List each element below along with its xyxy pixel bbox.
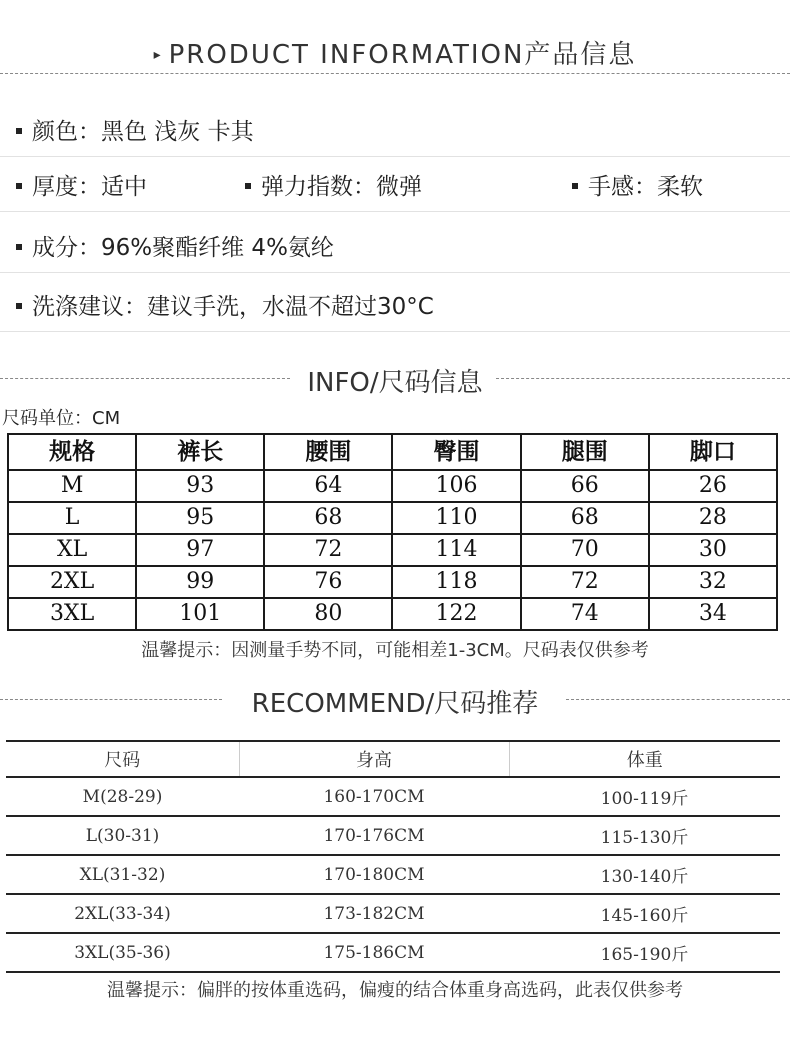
table-cell: 145-160斤 bbox=[509, 894, 780, 933]
table-cell: 173-182CM bbox=[239, 894, 509, 933]
table-row bbox=[8, 566, 777, 598]
table-cell: 74 bbox=[521, 598, 649, 630]
table-cell: 3XL bbox=[8, 598, 136, 630]
table-cell: 2XL bbox=[8, 566, 136, 598]
elasticity-text: 弹力指数：微弹 bbox=[261, 174, 422, 200]
elasticity-info bbox=[245, 168, 422, 201]
size-table bbox=[7, 433, 778, 631]
thickness-info bbox=[16, 168, 147, 201]
table-cell: 100-119斤 bbox=[509, 777, 780, 816]
table-cell: 64 bbox=[264, 470, 392, 502]
column-header: 脚口 bbox=[649, 434, 777, 470]
table-cell: 175-186CM bbox=[239, 933, 509, 972]
washing-info bbox=[16, 288, 434, 321]
column-header: 尺码 bbox=[6, 741, 239, 777]
table-cell: 122 bbox=[392, 598, 520, 630]
size-tip: 温馨提示：因测量手势不同，可能相差1-3CM。尺码表仅供参考 bbox=[141, 640, 649, 661]
table-cell: 106 bbox=[392, 470, 520, 502]
table-cell: 80 bbox=[264, 598, 392, 630]
column-header: 身高 bbox=[239, 741, 509, 777]
table-row bbox=[8, 502, 777, 534]
page-title-text: PRODUCT INFORMATION产品信息 bbox=[168, 40, 637, 70]
table-cell: 170-176CM bbox=[239, 816, 509, 855]
bullet-icon bbox=[16, 183, 22, 189]
table-row bbox=[8, 534, 777, 566]
table-cell: 76 bbox=[264, 566, 392, 598]
table-cell: 160-170CM bbox=[239, 777, 509, 816]
table-row bbox=[8, 598, 777, 630]
composition-info bbox=[16, 229, 334, 262]
table-cell: 118 bbox=[392, 566, 520, 598]
column-header: 腰围 bbox=[264, 434, 392, 470]
table-row bbox=[6, 777, 780, 816]
table-cell: 66 bbox=[521, 470, 649, 502]
table-row bbox=[8, 470, 777, 502]
column-header: 臀围 bbox=[392, 434, 520, 470]
recommend-table-header bbox=[6, 741, 780, 777]
table-cell: 72 bbox=[521, 566, 649, 598]
table-cell: 26 bbox=[649, 470, 777, 502]
section-divider bbox=[496, 378, 790, 379]
bullet-icon bbox=[16, 244, 22, 250]
page-title bbox=[0, 34, 790, 71]
table-cell: L(30-31) bbox=[6, 816, 239, 855]
recommend-tip: 温馨提示：偏胖的按体重选码，偏瘦的结合体重身高选码，此表仅供参考 bbox=[107, 980, 683, 1001]
recommend-section-title: RECOMMEND/尺码推荐 bbox=[251, 689, 539, 719]
size-unit-label: 尺码单位：CM bbox=[2, 408, 121, 429]
table-cell: 3XL(35-36) bbox=[6, 933, 239, 972]
table-row bbox=[6, 894, 780, 933]
section-divider bbox=[566, 699, 790, 700]
table-cell: 93 bbox=[136, 470, 264, 502]
size-table-header bbox=[8, 434, 777, 470]
table-cell: M bbox=[8, 470, 136, 502]
info-row-attributes bbox=[0, 153, 790, 212]
bullet-icon bbox=[572, 183, 578, 189]
table-cell: M(28-29) bbox=[6, 777, 239, 816]
feel-info bbox=[572, 168, 703, 201]
bullet-icon bbox=[16, 303, 22, 309]
table-cell: XL(31-32) bbox=[6, 855, 239, 894]
table-cell: 68 bbox=[264, 502, 392, 534]
table-cell: 165-190斤 bbox=[509, 933, 780, 972]
table-cell: 95 bbox=[136, 502, 264, 534]
column-header: 体重 bbox=[509, 741, 780, 777]
table-cell: 97 bbox=[136, 534, 264, 566]
table-row bbox=[6, 816, 780, 855]
bullet-icon bbox=[16, 128, 22, 134]
table-cell: XL bbox=[8, 534, 136, 566]
table-cell: 32 bbox=[649, 566, 777, 598]
table-cell: 99 bbox=[136, 566, 264, 598]
header-divider bbox=[0, 73, 790, 74]
info-row-color bbox=[0, 98, 790, 157]
table-row bbox=[6, 933, 780, 972]
table-cell: 101 bbox=[136, 598, 264, 630]
color-text: 颜色：黑色 浅灰 卡其 bbox=[32, 119, 254, 145]
table-cell: 115-130斤 bbox=[509, 816, 780, 855]
washing-text: 洗涤建议：建议手洗，水温不超过30°C bbox=[32, 294, 434, 320]
table-cell: 34 bbox=[649, 598, 777, 630]
table-cell: 30 bbox=[649, 534, 777, 566]
table-cell: 68 bbox=[521, 502, 649, 534]
table-cell: 28 bbox=[649, 502, 777, 534]
column-header: 裤长 bbox=[136, 434, 264, 470]
bullet-icon bbox=[245, 183, 251, 189]
column-header: 腿围 bbox=[521, 434, 649, 470]
table-cell: 72 bbox=[264, 534, 392, 566]
table-cell: 70 bbox=[521, 534, 649, 566]
info-section-title: INFO/尺码信息 bbox=[307, 368, 483, 398]
triangle-icon: ▸ bbox=[153, 47, 163, 63]
table-cell: 114 bbox=[392, 534, 520, 566]
info-row-washing bbox=[0, 273, 790, 332]
feel-text: 手感：柔软 bbox=[588, 174, 703, 200]
table-cell: 170-180CM bbox=[239, 855, 509, 894]
column-header: 规格 bbox=[8, 434, 136, 470]
table-cell: L bbox=[8, 502, 136, 534]
color-info bbox=[16, 113, 254, 146]
table-cell: 130-140斤 bbox=[509, 855, 780, 894]
composition-text: 成分：96%聚酯纤维 4%氨纶 bbox=[32, 235, 334, 261]
table-row bbox=[6, 855, 780, 894]
table-cell: 2XL(33-34) bbox=[6, 894, 239, 933]
info-row-composition bbox=[0, 214, 790, 273]
table-cell: 110 bbox=[392, 502, 520, 534]
recommend-table bbox=[6, 740, 780, 973]
thickness-text: 厚度：适中 bbox=[32, 174, 147, 200]
